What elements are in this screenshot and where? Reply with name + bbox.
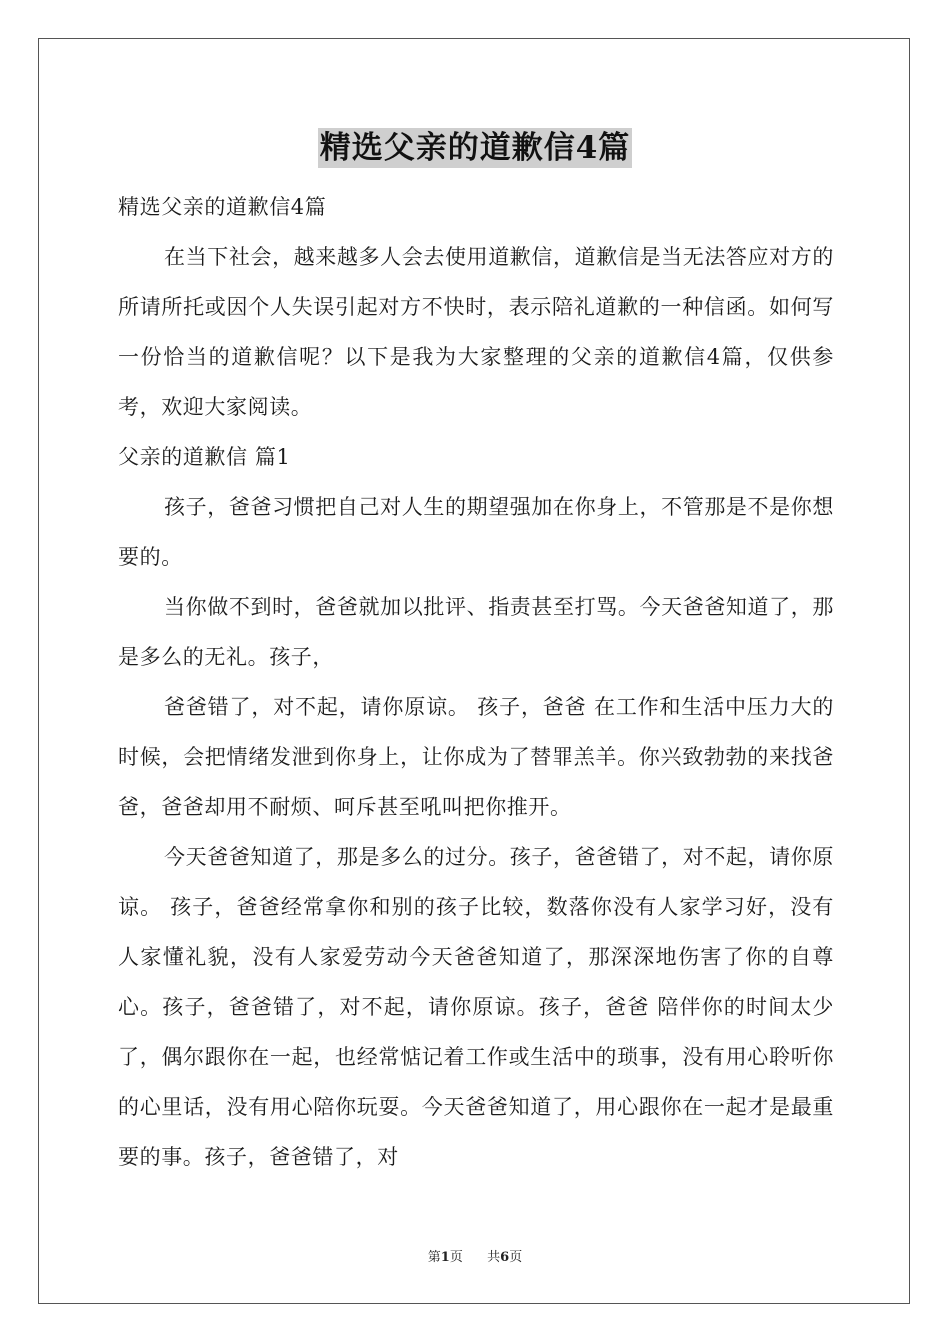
body-paragraph: 今天爸爸知道了，那是多么的过分。孩子，爸爸错了，对不起，请你原谅。 孩子，爸爸经常拿你和别的孩子比较，数落你没有人家学习好，没有人家懂礼貌，没有人家爱劳动今天爸爸知道了，那深深地伤害了你的自尊心。孩子，爸爸错了，对不起，请你原谅。孩子，爸爸 陪伴你的时间太少了，偶尔跟你在一起，也经常惦记着工作或生活中的琐事，没有用心聆听你的心里话，没有用心陪你玩耍。今天爸爸知道了，用心跟你在一起才是最重要的事。孩子，爸爸错了，对 bbox=[118, 845, 834, 1169]
total-label-suffix: 页 bbox=[509, 1250, 523, 1265]
title-wrap bbox=[0, 128, 950, 168]
body-paragraph: 当你做不到时，爸爸就加以批评、指责甚至打骂。今天爸爸知道了，那是多么的无礼。孩子， bbox=[118, 595, 834, 669]
current-page: 1 bbox=[440, 1250, 450, 1265]
page-footer bbox=[0, 1246, 950, 1265]
page-total bbox=[487, 1246, 522, 1265]
body-paragraph: 爸爸错了，对不起，请你原谅。 孩子，爸爸 在工作和生活中压力大的时候，会把情绪发泄到你身上，让你成为了替罪羔羊。你兴致勃勃的来找爸爸，爸爸却用不耐烦、呵斥甚至吼叫把你推开。 bbox=[118, 695, 834, 819]
section-heading: 父亲的道歉信 篇1 bbox=[118, 445, 291, 469]
page-label-suffix: 页 bbox=[449, 1250, 463, 1265]
intro-paragraph: 在当下社会，越来越多人会去使用道歉信，道歉信是当无法答应对方的所请所托或因个人失误引起对方不快时，表示陪礼道歉的一种信函。如何写一份恰当的道歉信呢？以下是我为大家整理的父亲的道歉信4篇，仅供参考，欢迎大家阅读。 bbox=[118, 245, 834, 419]
total-label-prefix: 共 bbox=[487, 1250, 501, 1265]
page-label-prefix: 第 bbox=[427, 1250, 441, 1265]
subtitle-line: 精选父亲的道歉信4篇 bbox=[118, 195, 327, 219]
body-paragraph: 孩子，爸爸习惯把自己对人生的期望强加在你身上，不管那是不是你想要的。 bbox=[118, 495, 834, 569]
document-title: 精选父亲的道歉信4篇 bbox=[319, 130, 631, 166]
page-number bbox=[428, 1246, 463, 1265]
document-body bbox=[118, 182, 834, 1182]
total-pages: 6 bbox=[500, 1250, 510, 1265]
